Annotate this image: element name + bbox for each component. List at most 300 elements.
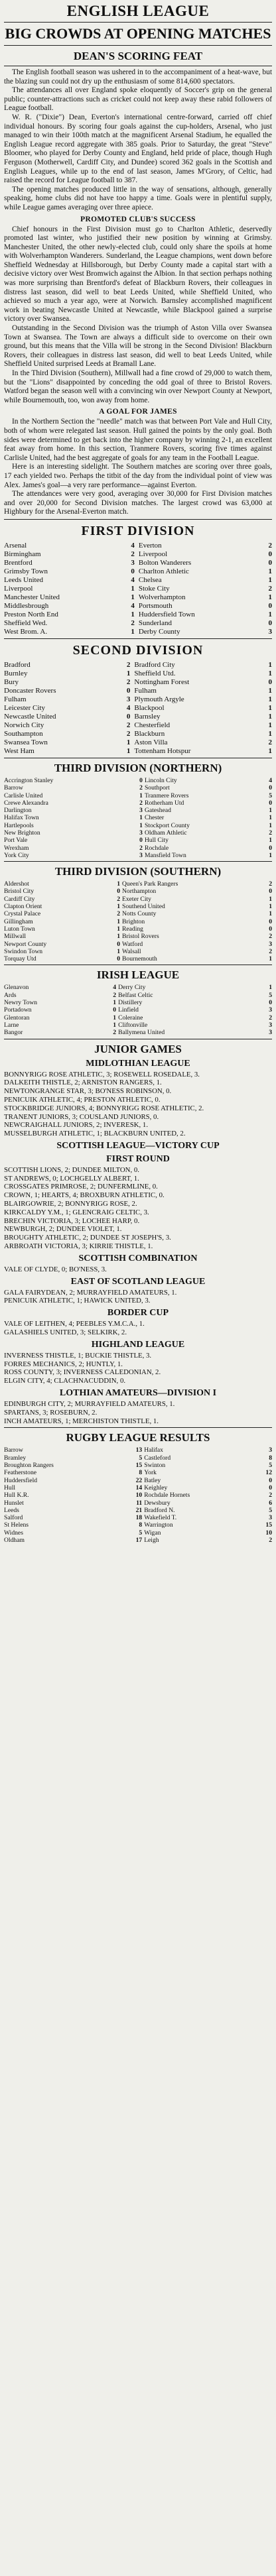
result-line: ARBROATH VICTORIA, 3; KIRRIE THISTLE, 1. (4, 1242, 153, 1251)
home-team: Broughton Rangers (4, 1462, 54, 1470)
away-team: Rotherham Utd (144, 799, 184, 807)
away-team: Portsmouth (138, 601, 172, 610)
result-line: CROWN, 1; HEARTS, 4; BROXBURN ATHLETIC, 0. (4, 1191, 165, 1200)
result-row (4, 984, 272, 991)
away-team: Coleraine (118, 1014, 143, 1022)
home-score: 5 (139, 1529, 143, 1537)
home-score: 2 (139, 844, 143, 852)
away-score: 2 (269, 880, 272, 888)
away-team: Huddersfield Town (138, 610, 195, 618)
result-row (4, 837, 272, 844)
away-team: Gateshead (144, 807, 171, 815)
result-row (4, 1537, 272, 1544)
article-paragraph: Outstanding in the Second Division was the triumph of Aston Villa over Swansea Town at Swansea. The Town are always a difficult side to overcome on their own ground, but this means that the Villa will be strong in the Second Division! Blackburn Rovers, their colleagues in distress last season, did well to beat Leeds United, while Sheffield United surprised Leeds at Bramall Lane. (4, 324, 272, 369)
away-score: 0 (268, 677, 272, 686)
away-team: Stoke City (138, 584, 170, 593)
home-team: West Brom. A. (4, 627, 48, 636)
home-team: Carlisle United (4, 791, 43, 799)
home-team: Millwall (4, 933, 27, 941)
result-row (4, 687, 272, 695)
home-score: 3 (139, 851, 143, 859)
away-team: Lincoln City (144, 776, 177, 784)
home-score: 2 (131, 618, 135, 627)
home-score: 0 (117, 955, 120, 963)
results-body (4, 661, 272, 756)
away-team: Rochdale Hornets (144, 1492, 190, 1499)
away-team: Reading (122, 925, 143, 933)
home-team: Birmingham (4, 550, 41, 558)
away-team: Aston Villa (134, 738, 168, 746)
away-team: Chesterfield (134, 721, 171, 729)
home-team: Leeds United (4, 575, 43, 584)
away-team: Linfield (118, 1006, 139, 1014)
away-team: Fulham (134, 686, 157, 695)
home-score: 18 (135, 1514, 143, 1522)
home-score: 15 (135, 1462, 143, 1470)
rugby-league-title: RUGBY LEAGUE RESULTS (66, 1431, 210, 1444)
away-team: Plymouth Argyle (134, 695, 184, 703)
home-team: Luton Town (4, 925, 35, 933)
result-line: NEWTONGRANGE STAR, 3; BO'NESS ROBINSON, 0. (4, 1087, 172, 1096)
home-score: 4 (113, 984, 117, 992)
away-score: 1 (269, 955, 272, 963)
away-team: Cliftonville (118, 1021, 148, 1029)
result-row (4, 1006, 272, 1014)
home-score: 13 (135, 1446, 143, 1454)
away-team: Oldham Athletic (144, 829, 187, 837)
away-team: Chelsea (138, 575, 162, 584)
away-team: Queen's Park Rangers (122, 880, 178, 888)
away-team: Dewsbury (144, 1499, 171, 1507)
away-team: Chester (144, 814, 165, 822)
east-of-scotland-title: EAST OF SCOTLAND LEAGUE (70, 1276, 206, 1287)
home-score: 2 (126, 677, 131, 686)
away-team: Leigh (144, 1536, 159, 1544)
away-score: 1 (268, 610, 272, 618)
away-team: Exeter City (122, 895, 151, 903)
scottish-cup-results (4, 1166, 272, 1251)
away-team: Rochdale (144, 844, 169, 852)
away-score: 3 (269, 1021, 272, 1029)
result-row (4, 925, 272, 933)
first-division-title: FIRST DIVISION (81, 523, 195, 538)
away-score: 1 (268, 712, 272, 721)
away-score: 5 (269, 991, 272, 999)
results-body (4, 777, 272, 859)
away-team: Notts County (122, 910, 157, 918)
home-team: Southampton (4, 729, 43, 738)
home-score: 1 (126, 746, 131, 755)
home-score: 0 (139, 837, 143, 845)
home-score: 1 (131, 584, 135, 593)
home-score: 8 (139, 1469, 143, 1477)
result-line: KIRKCALDY Y.M., 1; GLENCRAIG CELTIC, 3. (4, 1208, 149, 1216)
result-line: MUSSELBURGH ATHLETIC, 1; BLACKBURN UNITED, 2. (4, 1130, 186, 1138)
away-score: 1 (269, 903, 272, 911)
result-row (4, 918, 272, 925)
home-score: 2 (126, 721, 131, 729)
away-score: 0 (268, 601, 272, 610)
home-score: 0 (117, 940, 120, 948)
highland-league-title: HIGHLAND LEAGUE (91, 1339, 185, 1350)
home-team: Ards (4, 991, 17, 999)
away-team: Walsall (122, 947, 141, 955)
home-score: 2 (117, 910, 120, 918)
away-score: 10 (265, 1529, 272, 1537)
away-team: Belfast Celtic (118, 991, 153, 999)
away-team: Castleford (144, 1454, 171, 1462)
home-score: 22 (135, 1476, 143, 1484)
result-row (4, 777, 272, 784)
away-score: 1 (268, 567, 272, 575)
away-score: 1 (268, 575, 272, 584)
away-score: 0 (269, 784, 272, 792)
midlothian-title: MIDLOTHIAN LEAGUE (86, 1058, 190, 1069)
result-row (4, 814, 272, 821)
result-line: NEWBURGH, 2; DUNDEE VIOLET, 1. (4, 1225, 122, 1234)
rugby-league-results (4, 1446, 272, 1544)
result-line: VALE OF LEITHEN, 4; PEEBLES Y.M.C.A., 1. (4, 1320, 145, 1328)
home-score: 4 (126, 703, 131, 712)
home-score: 1 (117, 947, 120, 955)
away-score: 3 (269, 1029, 272, 1037)
home-score: 5 (139, 1454, 143, 1462)
result-row (4, 542, 272, 550)
result-row (4, 845, 272, 852)
away-score: 15 (265, 1521, 272, 1529)
result-row (4, 910, 272, 917)
home-score: 4 (131, 601, 135, 610)
away-team: Brighton (122, 917, 145, 925)
away-score: 0 (269, 925, 272, 933)
home-team: Accrington Stanley (4, 776, 54, 784)
home-team: Bramley (4, 1454, 27, 1462)
result-row (4, 948, 272, 955)
away-score: 0 (268, 558, 272, 567)
away-team: Tottenham Hotspur (134, 746, 191, 755)
home-team: Newcastle United (4, 712, 56, 721)
away-team: Nottingham Forest (134, 677, 190, 686)
home-score: 2 (117, 895, 120, 903)
home-team: Clapton Orient (4, 903, 42, 911)
home-score: 2 (113, 1029, 117, 1037)
result-row (4, 1521, 272, 1529)
away-score: 3 (269, 1006, 272, 1014)
result-line: ST ANDREWS, 0; LOCHGELLY ALBERT, 1. (4, 1174, 139, 1183)
result-line: BLAIRGOWRIE, 2; BONNYRIGG ROSE, 2. (4, 1200, 137, 1208)
result-row (4, 1492, 272, 1499)
home-team: Cardiff City (4, 895, 35, 903)
result-line: BONNYRIGG ROSE ATHLETIC, 3; ROSEWELL ROSEDALE, 3. (4, 1070, 200, 1079)
home-team: Crewe Alexandra (4, 799, 48, 807)
away-score: 3 (269, 1514, 272, 1522)
away-team: Watford (122, 940, 143, 948)
home-score: 0 (117, 888, 120, 896)
home-score: 1 (117, 903, 120, 911)
highland-league-results (4, 1352, 272, 1385)
result-row (4, 896, 272, 903)
article-paragraph: The opening matches produced little in the way of sensations, although, generally speaking, home clubs did not have too happy a time. Goals were in plentiful supply, while League games averaging over three apiece. (4, 185, 272, 211)
result-line: DALKEITH THISTLE, 2; ARNISTON RANGERS, 1. (4, 1079, 162, 1087)
home-score: 10 (135, 1492, 143, 1499)
result-line: INCH AMATEURS, 1; MERCHISTON THISTLE, 1. (4, 1417, 159, 1425)
result-row (4, 1454, 272, 1462)
result-row (4, 822, 272, 829)
result-row (4, 799, 272, 807)
away-score: 3 (268, 627, 272, 636)
irish-league-results (4, 984, 272, 1036)
home-team: Darlington (4, 807, 32, 815)
away-score: 2 (269, 1492, 272, 1499)
home-team: Norwich City (4, 721, 44, 729)
home-score: 21 (135, 1506, 143, 1514)
away-score: 1 (268, 695, 272, 703)
away-score: 2 (269, 829, 272, 837)
scottish-combination-title: SCOTTISH COMBINATION (78, 1253, 198, 1263)
result-row (4, 611, 272, 619)
away-team: Hull City (144, 837, 169, 845)
article-paragraph: Here is an interesting sidelight. The Southern matches are scoring over three goals, 17 each yielded two. Perhaps the titbit of the day from the individual point of view was Alex. James's goal—a very rare performance—against Everton. (4, 463, 272, 489)
away-team: Wolverhampton (138, 593, 186, 601)
article-paragraph: In the Northern Section the "needle" match was that between Port Vale and Hull City, both of whom were relegated last season. Hull gained the points by the only goal. Both sides were determined to get back into the higher company by winning 2-1, an excellent feat away from home. In this section, Tranmere Rovers, scoring five times against Carlisle United, had the best aggregate of goals for any team in the Football League. (4, 418, 272, 462)
home-score: 14 (135, 1484, 143, 1492)
home-team: Bangor (4, 1029, 23, 1037)
away-team: Bolton Wanderers (138, 558, 192, 567)
away-team: Derry City (118, 984, 146, 992)
home-score: 1 (117, 880, 120, 888)
away-score: 1 (268, 703, 272, 712)
away-team: Southend United (122, 903, 165, 911)
away-score: 0 (269, 999, 272, 1007)
result-row (4, 992, 272, 999)
away-score: 1 (269, 984, 272, 992)
home-score: 1 (139, 821, 143, 829)
away-team: Everton (138, 541, 162, 550)
home-score: 2 (139, 784, 143, 792)
result-row (4, 721, 272, 730)
second-division-results (4, 661, 272, 756)
away-score: 1 (269, 837, 272, 845)
home-team: Arsenal (4, 541, 27, 550)
result-line: SPARTANS, 3; ROSEBURN, 2. (4, 1408, 98, 1417)
result-row (4, 628, 272, 636)
result-row (4, 670, 272, 678)
result-row (4, 999, 272, 1006)
result-row (4, 602, 272, 611)
divider (4, 45, 272, 46)
result-row (4, 1462, 272, 1469)
home-score: 2 (126, 660, 131, 669)
away-score: 0 (269, 799, 272, 807)
home-team: Glentoran (4, 1014, 30, 1022)
home-score: 0 (126, 712, 131, 721)
home-team: New Brighton (4, 829, 40, 837)
article-subheading: PROMOTED CLUB'S SUCCESS (80, 215, 196, 223)
away-score: 1 (269, 910, 272, 918)
away-team: Sunderland (138, 618, 172, 627)
scottish-cup-round: FIRST ROUND (106, 1153, 170, 1164)
result-line: TRANENT JUNIORS, 3; COUSLAND JUNIORS, 0. (4, 1112, 159, 1121)
lothian-amateurs-results (4, 1400, 272, 1425)
home-team: Gillingham (4, 917, 33, 925)
away-score: 0 (269, 1484, 272, 1492)
home-team: Leeds (4, 1506, 19, 1514)
home-score: 1 (126, 738, 131, 746)
home-team: Burnley (4, 669, 28, 677)
home-team: Hunslet (4, 1499, 24, 1507)
home-score: 2 (131, 550, 135, 558)
away-team: Bournemouth (122, 955, 157, 963)
result-row (4, 1014, 272, 1022)
away-score: 5 (269, 791, 272, 799)
home-team: St Helens (4, 1521, 29, 1529)
away-team: Charlton Athletic (138, 567, 189, 575)
result-row (4, 704, 272, 713)
home-team: Wrexham (4, 844, 29, 852)
first-division-results (4, 542, 272, 636)
result-row (4, 559, 272, 567)
home-team: Glenavon (4, 984, 29, 992)
away-team: Sheffield Utd. (134, 669, 176, 677)
divider (4, 22, 272, 23)
away-score: 2 (269, 1014, 272, 1022)
home-team: Sheffield Wed. (4, 618, 48, 627)
home-team: Bury (4, 677, 19, 686)
lothian-amateurs-title: LOTHIAN AMATEURS—DIVISION I (59, 1388, 217, 1399)
home-team: Bristol City (4, 888, 34, 896)
article-paragraph: The English football season was ushered in to the accompaniment of a heat-wave, but the blazing sun could not dry up the enthusiasm of some 814,600 spectators. (4, 68, 272, 86)
results-body (4, 880, 272, 963)
result-row (4, 933, 272, 940)
home-team: Crystal Palace (4, 910, 41, 918)
away-score: 1 (269, 851, 272, 859)
away-team: Southport (144, 784, 170, 792)
home-team: Barrow (4, 784, 23, 792)
home-team: Hull (4, 1484, 16, 1492)
away-score: 0 (269, 1476, 272, 1484)
home-score: 0 (126, 686, 131, 695)
result-line: PENICUIK ATHLETIC, 4; PRESTON ATHLETIC, 0. (4, 1095, 161, 1104)
divider (4, 519, 272, 520)
home-team: Swansea Town (4, 738, 48, 746)
home-team: Portadown (4, 1006, 32, 1014)
away-score: 0 (268, 550, 272, 558)
home-score: 2 (126, 729, 131, 738)
home-score: 4 (131, 575, 135, 584)
result-row (4, 880, 272, 888)
away-score: 1 (268, 729, 272, 738)
result-row (4, 903, 272, 910)
result-row (4, 695, 272, 704)
result-row (4, 738, 272, 747)
result-row (4, 619, 272, 628)
home-score: 1 (139, 814, 143, 822)
away-team: Barnsley (134, 712, 161, 721)
home-score: 3 (126, 695, 131, 703)
home-score: 1 (117, 933, 120, 941)
result-line: EDINBURGH CITY, 2; MURRAYFIELD AMATEURS, 1. (4, 1400, 175, 1409)
home-score: 0 (131, 567, 135, 575)
away-team: Northampton (122, 888, 157, 896)
border-cup-results (4, 1320, 272, 1337)
away-team: Stockport County (144, 821, 190, 829)
away-score: 12 (265, 1469, 272, 1477)
home-score: 0 (139, 776, 143, 784)
away-score: 1 (269, 807, 272, 815)
midlothian-results (4, 1071, 272, 1138)
away-score: 1 (268, 746, 272, 755)
home-score: 1 (117, 917, 120, 925)
third-north-results (4, 777, 272, 859)
away-score: 0 (269, 917, 272, 925)
article-paragraph: W. R. ("Dixie") Dean, Everton's international centre-forward, carried off chief individual honours. By scoring four goals against the cup-holders, Arsenal, who just managed to win their 100th match at the magnificent Arsenal Stadium, he equalled the English League record aggregate with 385 goals. Prior to Saturday, the great "Steve" Bloomer, who played for Derby County and England, held pride of place, though Hugh Ferguson (Motherwell, Cardiff City, and Dundee) scored 362 goals in the Scottish and English Leagues, while up to the end of last season, James M'Grory, of Celtic, had raised the record for League football to 387. (4, 113, 272, 185)
home-team: Aldershot (4, 880, 29, 888)
away-team: Mansfield Town (144, 851, 186, 859)
home-score: 1 (126, 669, 131, 677)
home-team: York City (4, 851, 29, 859)
result-row (4, 888, 272, 895)
home-team: Swindon Town (4, 947, 43, 955)
irish-league-title: IRISH LEAGUE (96, 968, 180, 982)
headline: BIG CROWDS AT OPENING MATCHES (5, 25, 271, 42)
result-row (4, 1529, 272, 1537)
home-score: 1 (139, 791, 143, 799)
away-score: 1 (268, 721, 272, 729)
away-team: Batley (144, 1476, 161, 1484)
away-team: Wakefield T. (144, 1514, 177, 1522)
result-row (4, 593, 272, 602)
home-team: Barrow (4, 1446, 23, 1454)
article-paragraph: The attendances were very good, averaging over 30,000 for First Division matches and over 20,000 for Second Division matches. The largest crowd was 63,000 at Highbury for the Arsenal-Everton match. (4, 490, 272, 516)
home-team: West Ham (4, 746, 34, 755)
result-line: STOCKBRIDGE JUNIORS, 4; BONNYRIGG ROSE ATHLETIC, 2. (4, 1104, 204, 1112)
away-team: Warrington (144, 1521, 173, 1529)
result-row (4, 955, 272, 963)
home-score: 1 (131, 627, 135, 636)
border-cup-title: BORDER CUP (107, 1308, 169, 1318)
result-row (4, 1022, 272, 1029)
home-team: Widnes (4, 1529, 23, 1537)
east-of-scotland-results (4, 1289, 272, 1306)
home-score: 1 (117, 925, 120, 933)
home-team: Manchester United (4, 593, 60, 601)
away-score: 3 (269, 940, 272, 948)
home-team: Huddersfield (4, 1476, 38, 1484)
article-paragraph: In the Third Division (Southern), Millwall had a fine crowd of 29,000 to watch them, but the "Lions" disappointed by conceding the odd goal of three to Bristol Rovers. Watford began the season well with a convincing win over Newport County at Newport, while Bournemouth, too, won away from home. (4, 369, 272, 404)
result-row (4, 1446, 272, 1454)
article-body (4, 68, 272, 517)
home-team: Hartlepools (4, 821, 34, 829)
results-body (4, 984, 272, 1036)
result-row (4, 1469, 272, 1476)
home-team: Brentford (4, 558, 33, 567)
home-team: Featherstone (4, 1469, 37, 1477)
result-line: VALE OF CLYDE, 0; BO'NESS, 3. (4, 1265, 107, 1273)
away-score: 2 (268, 738, 272, 746)
result-line: GALASHIELS UNITED, 3; SELKIRK, 2. (4, 1328, 127, 1337)
result-row (4, 1477, 272, 1484)
result-row (4, 852, 272, 859)
home-team: Newry Town (4, 999, 38, 1007)
home-score: 8 (139, 1521, 143, 1529)
away-score: 1 (268, 669, 272, 677)
scottish-combination-results (4, 1265, 272, 1274)
home-team: Salford (4, 1514, 23, 1522)
home-team: Liverpool (4, 584, 33, 593)
junior-games-title: JUNIOR GAMES (94, 1042, 182, 1055)
result-row (4, 807, 272, 814)
result-row (4, 678, 272, 687)
